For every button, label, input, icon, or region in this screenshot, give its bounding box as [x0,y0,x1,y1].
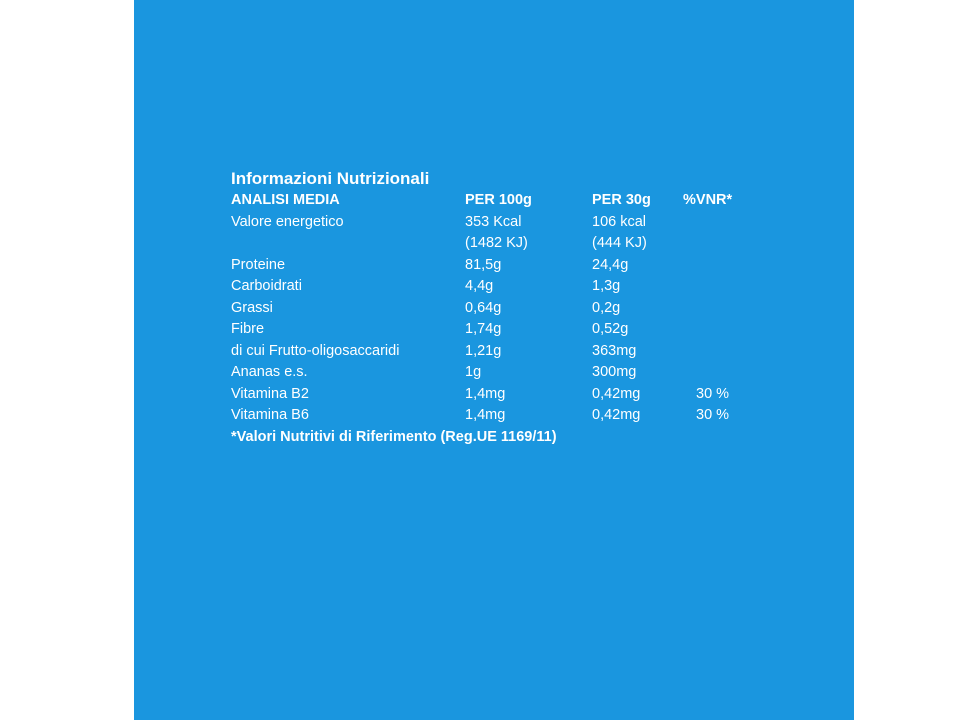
value-per30: 363mg [592,342,637,359]
value-per100: 1g [465,364,482,380]
value-vnr: 30 % [696,407,730,423]
value-per100: 81,5g [465,256,502,273]
value-per30: 24,4g [592,256,629,273]
header-per30: PER 30g [592,192,651,208]
value-vnr: 30 % [696,385,730,402]
nutrient-name: Ananas e.s. [231,364,308,380]
value-per30: 1,3g [592,278,621,294]
table-header-row [231,190,733,212]
nutrition-title: Informazioni Nutrizionali [231,169,430,188]
value-per30: 0,52g [592,321,629,337]
value-per30: 300mg [592,364,637,380]
table-row [231,319,629,341]
value-per100: 0,64g [465,299,502,316]
value-per100: 1,74g [465,321,502,337]
nutrition-rows [231,212,730,427]
value-per100: 1,4mg [465,385,506,402]
nutrient-name: Vitamina B2 [231,385,309,402]
nutrient-name: Grassi [231,299,273,316]
header-analysis: ANALISI MEDIA [231,192,340,208]
footnote: *Valori Nutritivi di Riferimento (Reg.UE 1169/11) [231,428,557,445]
value-per100: 353 Kcal [465,213,522,230]
value-per100: 4,4g [465,278,494,294]
table-row [231,405,730,427]
table-row [231,255,629,277]
table-row [231,362,637,384]
nutrient-name: Proteine [231,256,286,273]
value-per30: 106 kcal [592,213,647,230]
value-per100: 1,4mg [465,407,506,423]
nutrient-name: Fibre [231,321,265,337]
nutrient-name: Carboidrati [231,278,302,294]
table-row [231,341,637,363]
value-per30: (444 KJ) [592,235,647,251]
header-vnr: %VNR* [683,192,733,208]
table-row [231,276,621,298]
value-per30: 0,42mg [592,407,641,423]
nutrition-label [231,168,733,448]
value-per100: 1,21g [465,342,502,359]
table-row [231,212,647,234]
table-row [231,233,647,255]
table-row [231,298,621,320]
value-per30: 0,42mg [592,385,641,402]
nutrient-name: Valore energetico [231,213,344,230]
nutrient-name: di cui Frutto-oligosaccaridi [231,342,400,359]
nutrient-name: Vitamina B6 [231,407,309,423]
table-row [231,384,730,406]
value-per30: 0,2g [592,299,621,316]
header-per100: PER 100g [465,192,532,208]
value-per100: (1482 KJ) [465,235,528,251]
